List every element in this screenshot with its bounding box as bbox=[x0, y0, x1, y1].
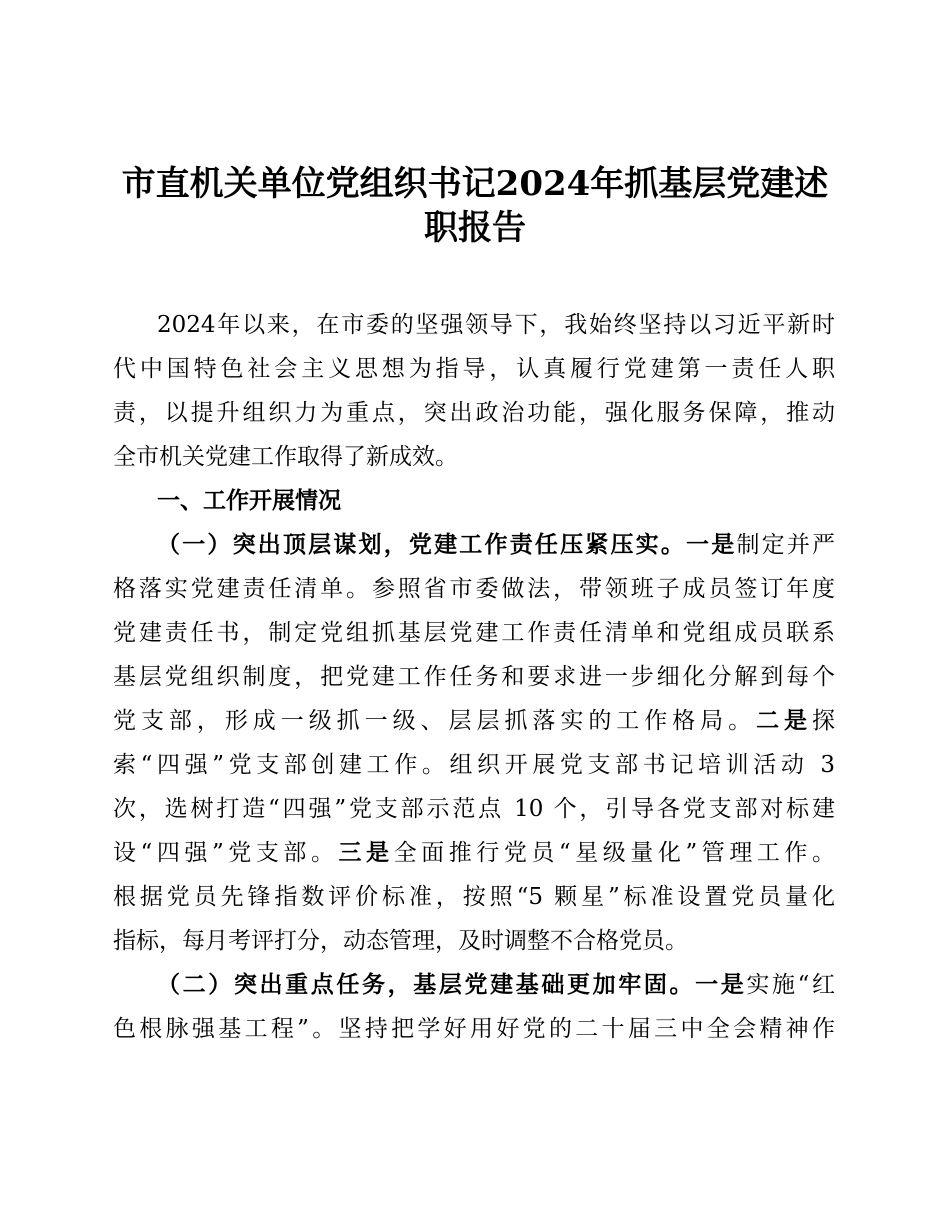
title-line-1: 市直机关单位党组织书记2024年抓基层党建述 bbox=[121, 164, 829, 204]
text-line bbox=[113, 875, 835, 919]
text-line bbox=[113, 1007, 835, 1051]
text-run: 探 bbox=[812, 708, 836, 734]
text-line bbox=[113, 743, 835, 787]
document-title bbox=[100, 162, 850, 250]
text-run: 2024年以来，在市委的坚强领导下，我始终坚持以习近平新时 bbox=[157, 312, 835, 338]
text-line bbox=[113, 347, 835, 391]
text-run: 代中国特色社会主义思想为指导，认真履行党建第一责任人职 bbox=[113, 356, 835, 382]
text-line bbox=[113, 655, 835, 699]
text-run: 次，选树打造“四强”党支部示范点 10 个，引导各党支部对标建 bbox=[113, 796, 835, 822]
text-run: 指标，每月考评打分，动态管理，及时调整不合格党员。 bbox=[113, 928, 688, 954]
bold-text-run: 二是 bbox=[756, 707, 813, 734]
text-line bbox=[113, 611, 835, 655]
bold-text-run: （二）突出重点任务，基层党建基础更加牢固。一是 bbox=[157, 971, 747, 998]
text-run: 根据党员先锋指数评价标准，按照“5 颗星”标准设置党员量化 bbox=[113, 884, 835, 910]
text-run: 色根脉强基工程”。坚持把学好用好党的二十届三中全会精神作 bbox=[113, 1016, 835, 1042]
text-run: 责，以提升组织力为重点，突出政治功能，强化服务保障，推动 bbox=[113, 400, 835, 426]
text-line bbox=[113, 787, 835, 831]
text-line bbox=[113, 919, 835, 963]
text-run: 基层党组织制度，把党建工作任务和要求进一步细化分解到每个 bbox=[113, 664, 835, 690]
text-run: 制定并严 bbox=[736, 532, 836, 558]
text-run: 格落实党建责任清单。参照省市委做法，带领班子成员签订年度 bbox=[113, 576, 835, 602]
text-line bbox=[113, 963, 835, 1007]
bold-text-run: 一、工作开展情况 bbox=[157, 487, 341, 514]
text-line bbox=[113, 391, 835, 435]
text-line bbox=[113, 303, 835, 347]
text-line bbox=[113, 831, 835, 875]
document-body bbox=[113, 303, 835, 1051]
bold-text-run: （一）突出顶层谋划，党建工作责任压紧压实。一是 bbox=[157, 531, 737, 558]
title-line-2: 职报告 bbox=[424, 208, 526, 248]
text-line bbox=[113, 567, 835, 611]
text-run: 实施“红 bbox=[746, 972, 836, 998]
text-line bbox=[113, 523, 835, 567]
text-run: 党支部，形成一级抓一级、层层抓落实的工作格局。 bbox=[113, 708, 757, 734]
text-line bbox=[113, 435, 835, 479]
text-run: 索“四强”党支部创建工作。组织开展党支部书记培训活动 3 bbox=[113, 752, 835, 778]
text-line bbox=[113, 479, 835, 523]
text-run: 全面推行党员“星级量化”管理工作。 bbox=[393, 840, 835, 866]
bold-text-run: 三是 bbox=[338, 839, 394, 866]
text-run: 全市机关党建工作取得了新成效。 bbox=[113, 444, 458, 470]
text-run: 设“四强”党支部。 bbox=[113, 840, 339, 866]
text-line bbox=[113, 699, 835, 743]
text-run: 党建责任书，制定党组抓基层党建工作责任清单和党组成员联系 bbox=[113, 620, 835, 646]
